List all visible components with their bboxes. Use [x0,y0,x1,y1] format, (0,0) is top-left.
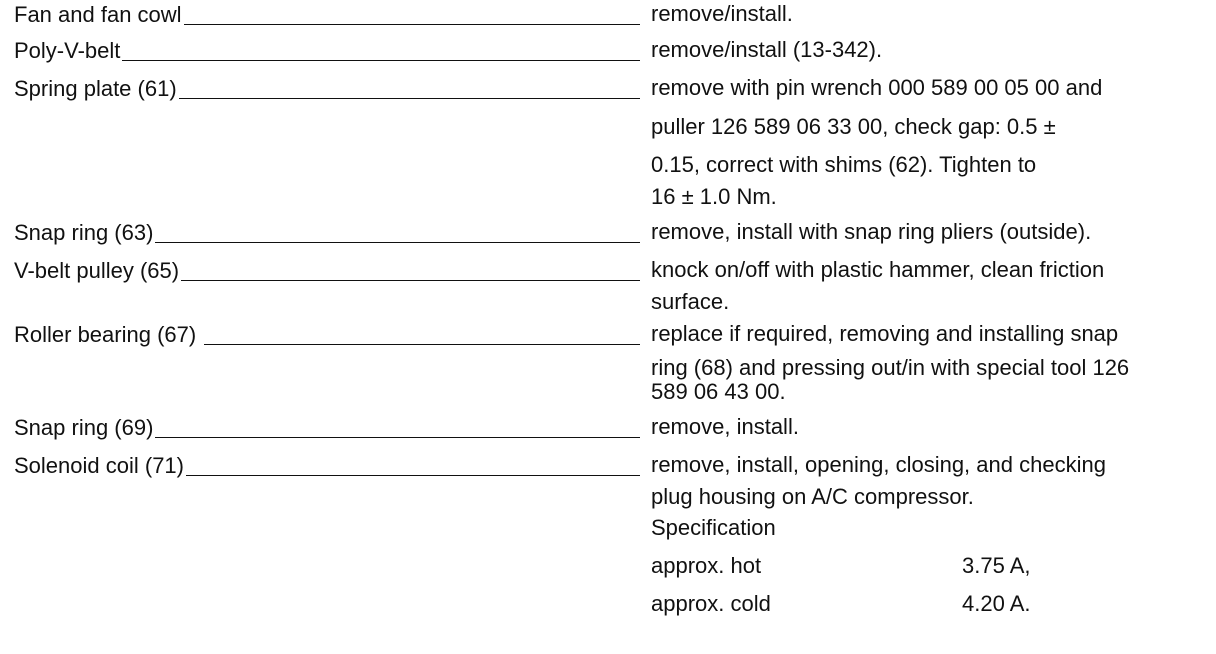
instruction-line: remove, install, opening, closing, and checking [651,452,1106,477]
specification-value: 4.20 A. [962,591,1031,616]
item-label: Roller bearing (67) [14,322,197,347]
instruction-line: 589 06 43 00. [651,379,786,404]
item-cell [14,451,640,479]
item-cell [14,0,640,28]
item-cell [14,218,640,246]
item-label: Fan and fan cowl [14,2,182,27]
item-cell [14,413,640,441]
item-cell [14,320,640,348]
instruction-line: ring (68) and pressing out/in with special tool 126 [651,355,1130,380]
specification-row [651,591,1211,619]
leader-line [179,98,640,99]
specification-label: approx. hot [651,553,762,578]
item-cell [14,36,640,64]
specification-label: approx. cold [651,591,771,616]
leader-line [155,437,640,438]
instruction-line: remove, install with snap ring pliers (outside). [651,219,1092,244]
instruction-line: remove, install. [651,414,799,439]
item-label: Solenoid coil (71) [14,453,184,478]
item-label: Spring plate (61) [14,76,177,101]
instruction-line: 0.15, correct with shims (62). Tighten to [651,152,1037,177]
leader-line [122,60,640,61]
instruction-line: surface. [651,289,730,314]
leader-line [186,475,640,476]
leader-line [204,344,640,345]
item-label: Snap ring (63) [14,220,154,245]
item-label: Poly-V-belt [14,38,121,63]
item-cell [14,74,640,102]
instruction-line: knock on/off with plastic hammer, clean friction [651,257,1105,282]
leader-line [155,242,640,243]
specification-value: 3.75 A, [962,553,1031,578]
leader-line [181,280,640,281]
item-cell [14,256,640,284]
leader-line [184,24,640,25]
instruction-line: 16 ± 1.0 Nm. [651,184,777,209]
instruction-line: replace if required, removing and installing snap [651,321,1119,346]
instruction-line: puller 126 589 06 33 00, check gap: 0.5 ± [651,114,1056,139]
item-label: Snap ring (69) [14,415,154,440]
instruction-line: remove/install. [651,1,793,26]
instruction-line: remove with pin wrench 000 589 00 05 00 and [651,75,1103,100]
instruction-line: plug housing on A/C compressor. [651,484,974,509]
specification-heading: Specification [651,515,776,540]
specification-row [651,553,1211,581]
item-label: V-belt pulley (65) [14,258,180,283]
instruction-line: remove/install (13-342). [651,37,883,62]
